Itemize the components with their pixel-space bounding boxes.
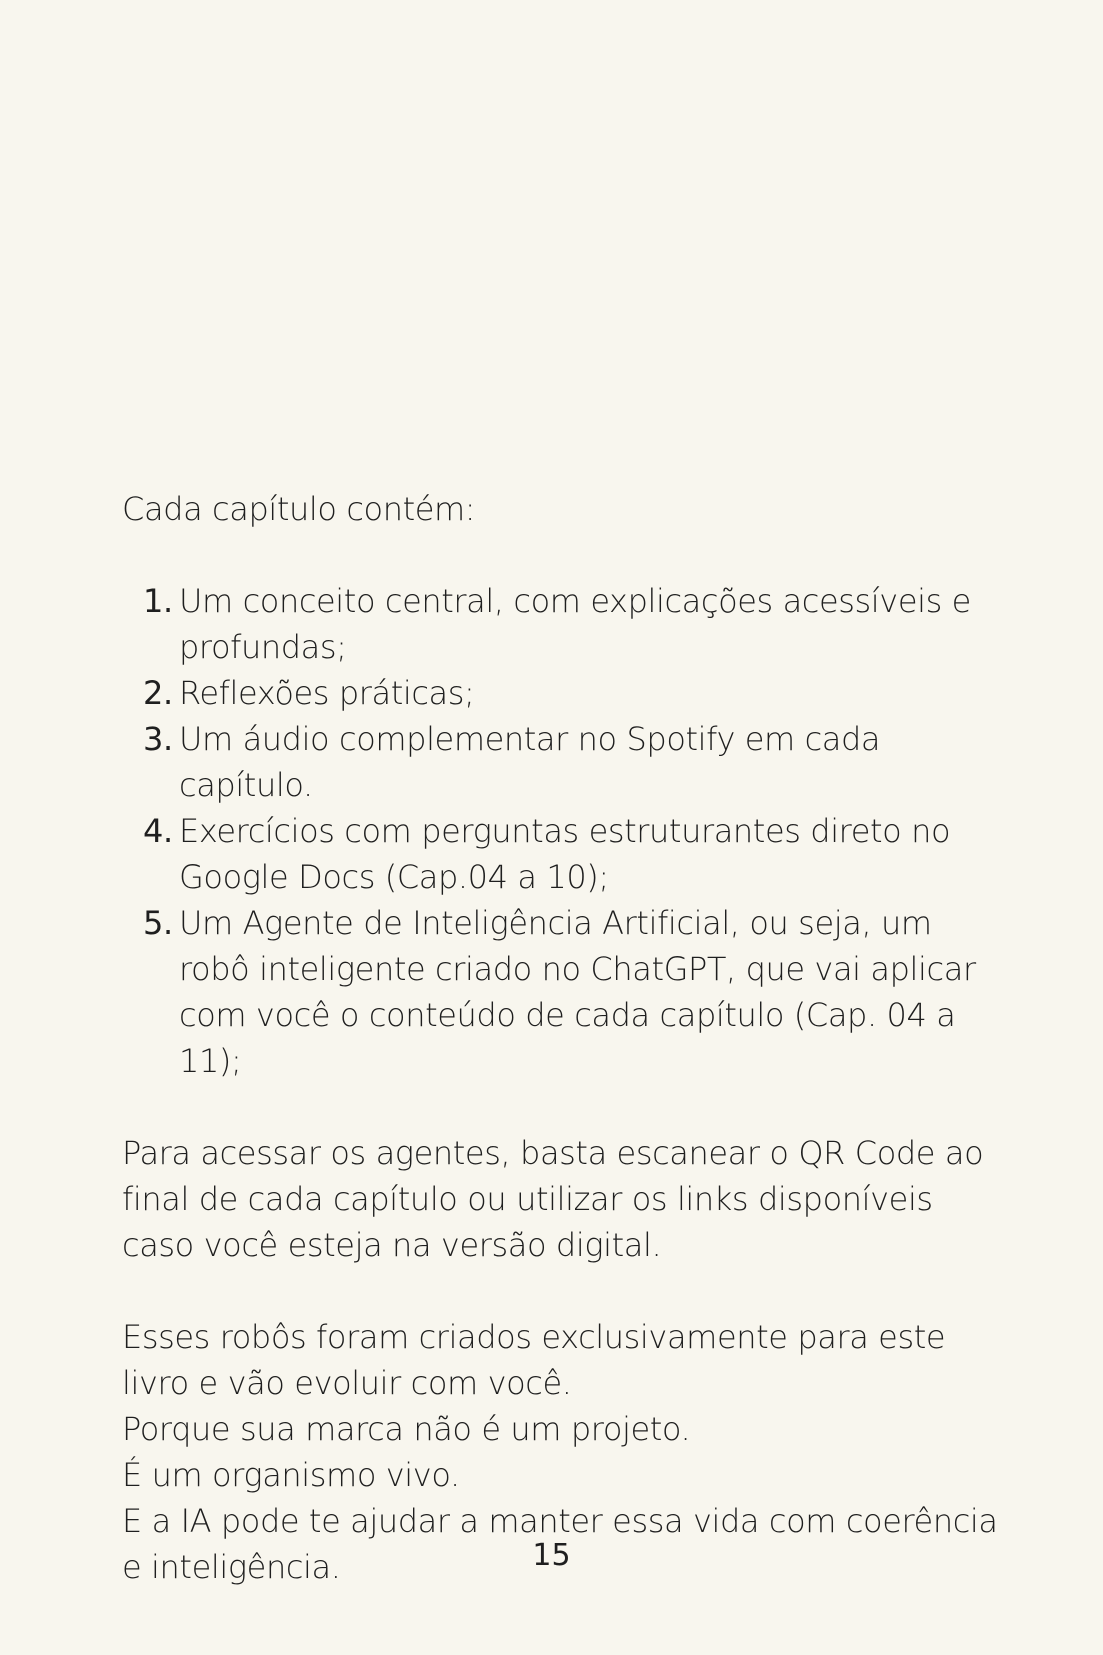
list-item — [122, 716, 1002, 808]
list-item-number: 4. — [143, 812, 173, 850]
intro-text: Cada capítulo contém: — [122, 490, 476, 528]
list-item — [122, 900, 1002, 1084]
access-paragraph: Para acessar os agentes, basta escanear o QR Code ao final de cada capítulo ou utilizar os links disponíveis caso você esteja na versão digital. — [122, 1134, 984, 1264]
closing-line: Porque sua marca não é um projeto. — [122, 1410, 691, 1448]
list-item — [122, 670, 1002, 716]
list-item-number: 5. — [143, 904, 173, 942]
list-item-text: Um conceito central, com explicações acessíveis e profundas; — [179, 582, 971, 666]
list-item-text: Um Agente de Inteligência Artificial, ou seja, um robô inteligente criado no ChatGPT, que vai aplicar com você o conteúdo de cada capítulo (Cap. 04 a 11); — [179, 904, 976, 1080]
chapter-contents-list — [122, 578, 1002, 1084]
list-item-text: Exercícios com perguntas estruturantes direto no Google Docs (Cap.04 a 10); — [179, 812, 951, 896]
list-item-text: Reflexões práticas; — [179, 674, 475, 712]
closing-line: E a IA pode te ajudar a manter essa vida com coerência e inteligência. — [122, 1502, 998, 1586]
list-item-text: Um áudio complementar no Spotify em cada capítulo. — [179, 720, 881, 804]
page-content — [122, 486, 1002, 1590]
list-item — [122, 578, 1002, 670]
list-item — [122, 808, 1002, 900]
closing-line: Esses robôs foram criados exclusivamente para este livro e vão evoluir com você. — [122, 1318, 946, 1402]
closing-line: É um organismo vivo. — [122, 1456, 460, 1494]
page-number: 15 — [532, 1538, 571, 1573]
list-item-number: 1. — [143, 582, 173, 620]
list-item-number: 3. — [143, 720, 173, 758]
list-item-number: 2. — [143, 674, 173, 712]
